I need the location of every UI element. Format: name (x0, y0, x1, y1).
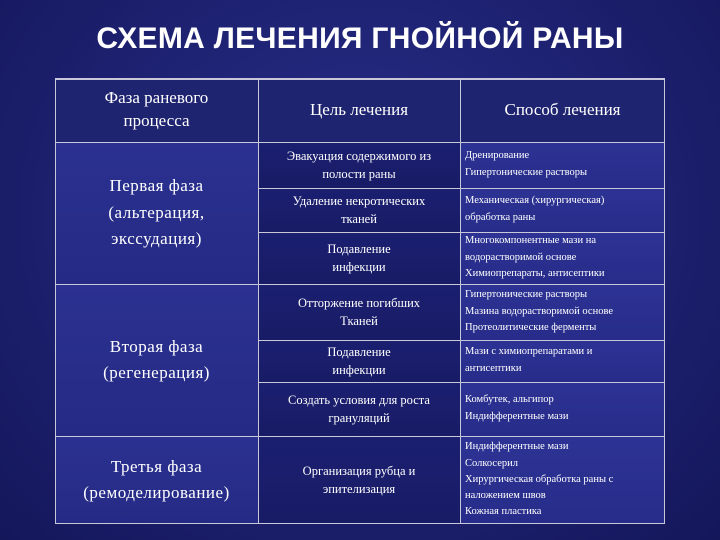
goal-line: Отторжение погибших (297, 295, 421, 310)
row-divider (258, 232, 664, 233)
header-divider (55, 142, 665, 143)
method-cell (460, 284, 665, 340)
header-phase-text: Фаза раневого процесса (104, 88, 209, 130)
method-line: Дренирование (465, 150, 530, 162)
method-line: Многокомпонентные мази на (465, 234, 596, 246)
table-border-top (55, 78, 665, 80)
goal-line: Создать условия для роста (288, 392, 430, 407)
goal-line: Подавление (327, 344, 391, 359)
goal-line: эпителизация (322, 482, 396, 496)
goal-line: инфекции (332, 363, 386, 377)
goal-cell (258, 142, 460, 188)
method-line: водорастворимой основе (465, 251, 577, 263)
goal-cell (258, 284, 460, 340)
column-divider (258, 78, 259, 524)
goal-cell (258, 188, 460, 232)
table-border-left (55, 78, 56, 524)
phase-1-line-2: (альтерация, (108, 202, 205, 222)
goal-cell (258, 340, 460, 382)
row-divider (258, 340, 664, 341)
row-divider (258, 382, 664, 383)
method-cell (460, 188, 665, 232)
method-line: Протеолитические ферменты (465, 322, 597, 334)
goal-line: тканей (341, 212, 377, 226)
row-divider (258, 188, 664, 189)
header-method-text: Способ лечения (504, 100, 621, 119)
method-line: Кожная пластика (465, 506, 542, 518)
phase-1-cell (55, 142, 258, 284)
method-line: Химиопрепараты, антисептики (465, 268, 605, 280)
goal-line: Тканей (340, 314, 378, 328)
method-line: Солкосерил (465, 457, 518, 469)
method-line: Хирургическая обработка раны с (465, 473, 614, 485)
method-line: Комбутек, альгипор (465, 394, 554, 406)
method-cell (460, 232, 665, 284)
header-method (460, 78, 665, 142)
header-phase (55, 78, 258, 142)
method-cell (460, 382, 665, 436)
method-line: Гипертонические растворы (465, 288, 588, 300)
method-line: антисептики (465, 362, 522, 374)
method-line: наложением швов (465, 490, 546, 502)
phase-2-line-1: Вторая фаза (109, 336, 204, 356)
header-goal-text: Цель лечения (309, 100, 409, 119)
phase-2-line-2: (регенерация) (103, 363, 210, 382)
method-cell (460, 340, 665, 382)
method-line: Мази с химиопрепаратами и (465, 346, 593, 357)
goal-line: грануляций (328, 411, 390, 425)
goal-line: Удаление некротических (292, 193, 426, 208)
method-cell (460, 436, 665, 524)
method-line: Индифферентные мази (465, 441, 569, 453)
method-line: Механическая (хирургическая) (465, 195, 605, 207)
header-goal (258, 78, 460, 142)
phase-3-cell (55, 436, 258, 524)
column-divider (460, 78, 461, 524)
table-border-bottom (55, 523, 665, 524)
goal-cell (258, 382, 460, 436)
method-line: Индифферентные мази (465, 411, 569, 422)
slide-title: СХЕМА ЛЕЧЕНИЯ ГНОЙНОЙ РАНЫ (96, 22, 624, 55)
method-line: обработка раны (465, 212, 536, 223)
phase-2-cell (55, 284, 258, 436)
goal-line: Эвакуация содержимого из (286, 148, 432, 163)
phase-3-line-1: Третья фаза (110, 456, 203, 476)
goal-line: инфекции (332, 260, 386, 274)
goal-cell (258, 436, 460, 524)
table-border-right (664, 78, 665, 524)
method-cell (460, 142, 665, 188)
goal-cell (258, 232, 460, 284)
goal-line: Организация рубца и (302, 463, 416, 478)
phase-divider (55, 284, 665, 285)
phase-1-line-3: экссудация) (111, 229, 202, 249)
method-line: Гипертонические растворы (465, 167, 588, 178)
phase-1-line-1: Первая фаза (109, 176, 204, 196)
phase-divider (55, 436, 665, 437)
goal-line: Подавление (327, 241, 391, 256)
phase-3-line-2: (ремоделирование) (83, 483, 230, 502)
goal-line: полости раны (322, 167, 396, 181)
method-line: Мазина водорастворимой основе (465, 305, 613, 317)
